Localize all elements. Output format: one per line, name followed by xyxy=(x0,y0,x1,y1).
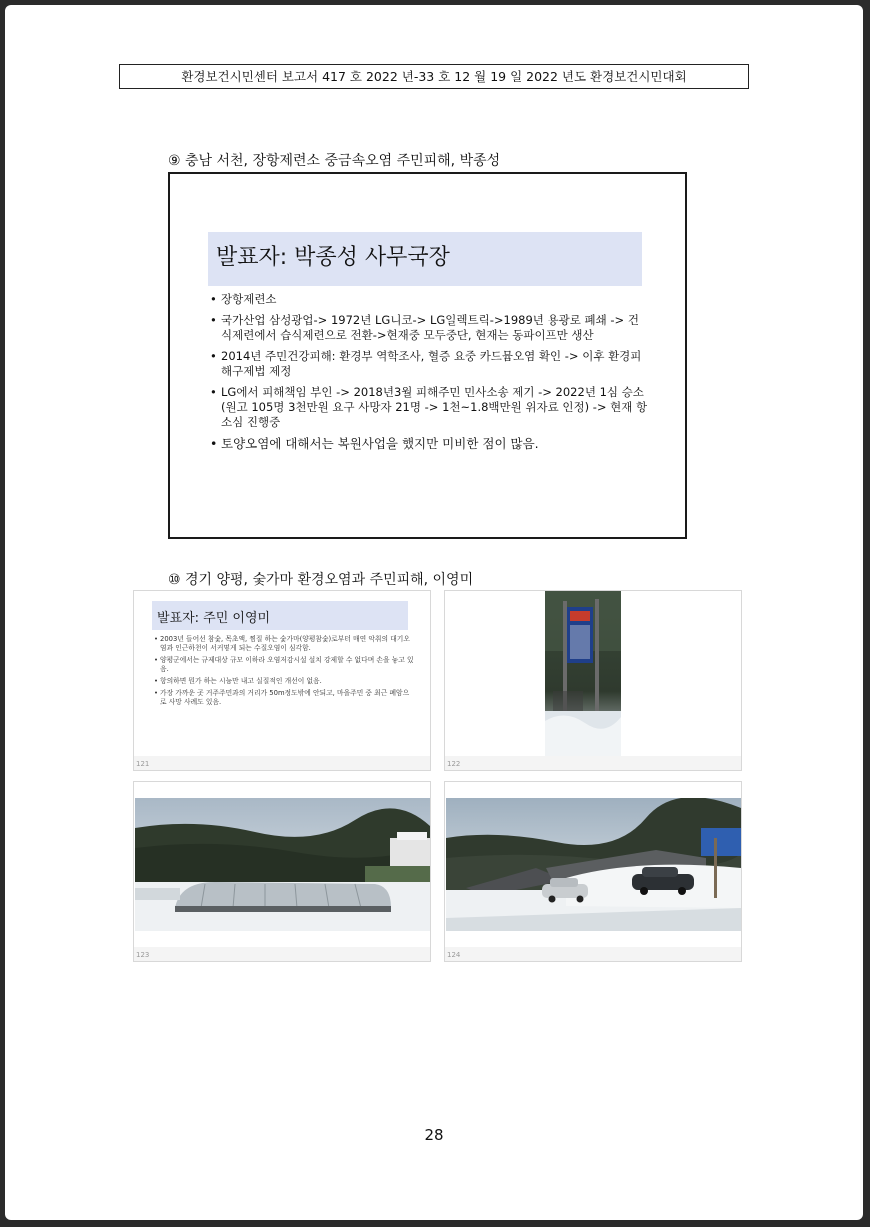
slide-121-title-bar xyxy=(152,601,408,630)
slide-number: 124 xyxy=(447,951,461,959)
slide-9-bullets xyxy=(210,292,650,458)
slide-number: 123 xyxy=(136,951,150,959)
slide-9-bullet: • 국가산업 삼성광업-> 1972년 LG니코-> LG일렉트릭->1989년 용광로 폐쇄 -> 건식제련에서 습식제련으로 전환->현재중 모두중단, 현재는 동파이프만 생산 xyxy=(210,313,650,343)
slide-thumb-123 xyxy=(133,781,431,962)
section-9-title: ⑨ 충남 서천, 장항제련소 중금속오염 주민피해, 박종성 xyxy=(168,153,501,169)
slide-121-title: 발표자: 주민 이영미 xyxy=(157,611,271,626)
slide-9 xyxy=(168,172,687,539)
slide-121-bullet: • 양평군에서는 규제대상 규모 이하라 오염저감시설 설치 강제할 수 없다며 손을 놓고 있음. xyxy=(154,656,414,674)
slide-9-bullet: • 장항제련소 xyxy=(210,292,650,307)
report-header: 환경보건시민센터 보고서 417 호 2022 년-33 호 12 월 19 일 2022 년도 환경보건시민대회 xyxy=(119,64,749,89)
slide-121-bullet: • 항의하면 뭔가 하는 시늉만 내고 실질적인 개선이 없음. xyxy=(154,677,414,686)
slide-number: 122 xyxy=(447,760,461,768)
thumb-strip xyxy=(134,947,430,961)
slide-thumb-121 xyxy=(133,590,431,771)
thumb-strip xyxy=(445,947,741,961)
slide-9-title: 발표자: 박종성 사무국장 xyxy=(216,245,450,270)
slide-121-bullets xyxy=(154,635,414,710)
slide-9-title-bar xyxy=(208,232,642,286)
parking-lot-photo xyxy=(446,798,741,931)
slide-thumb-122 xyxy=(444,590,742,771)
thumb-strip xyxy=(445,756,741,770)
slide-thumb-124 xyxy=(444,781,742,962)
greenhouse-photo xyxy=(135,798,430,931)
slide-121-bullet: • 가장 가까운 곳 거주주민과의 거리가 50m정도밖에 안되고, 마을주민 중 최근 폐암으로 사망 사례도 있음. xyxy=(154,689,414,707)
page-number: 28 xyxy=(424,1126,444,1144)
slide-121-bullet: • 2003년 들어선 참숯, 목초액, 찜질 하는 숯가마(양평참숯)로부터 매연 악취의 대기오염과 인근하천이 서커멓게 되는 수질오염이 심각함. xyxy=(154,635,414,653)
document-page xyxy=(5,5,863,1220)
section-10-title: ⑩ 경기 양평, 숯가마 환경오염과 주민피해, 이영미 xyxy=(168,572,474,588)
slide-number: 121 xyxy=(136,760,150,768)
slide-9-bullet: • LG에서 피해책임 부인 -> 2018년3월 피해주민 민사소송 제기 -> 2022년 1심 승소(원고 105명 3천만원 요구 사망자 21명 -> 1천~1.8백만원 위자료 인정) -> 현재 항소심 진행중 xyxy=(210,385,650,430)
slide-9-bullet: • 2014년 주민건강피해: 환경부 역학조사, 혈증 요중 카드뮴오염 확인 -> 이후 환경피해구제법 제정 xyxy=(210,349,650,379)
slide-9-bullet: • 토양오염에 대해서는 복원사업을 했지만 미비한 점이 많음. xyxy=(210,436,650,452)
thumb-strip xyxy=(134,756,430,770)
signpost-photo xyxy=(545,591,621,758)
